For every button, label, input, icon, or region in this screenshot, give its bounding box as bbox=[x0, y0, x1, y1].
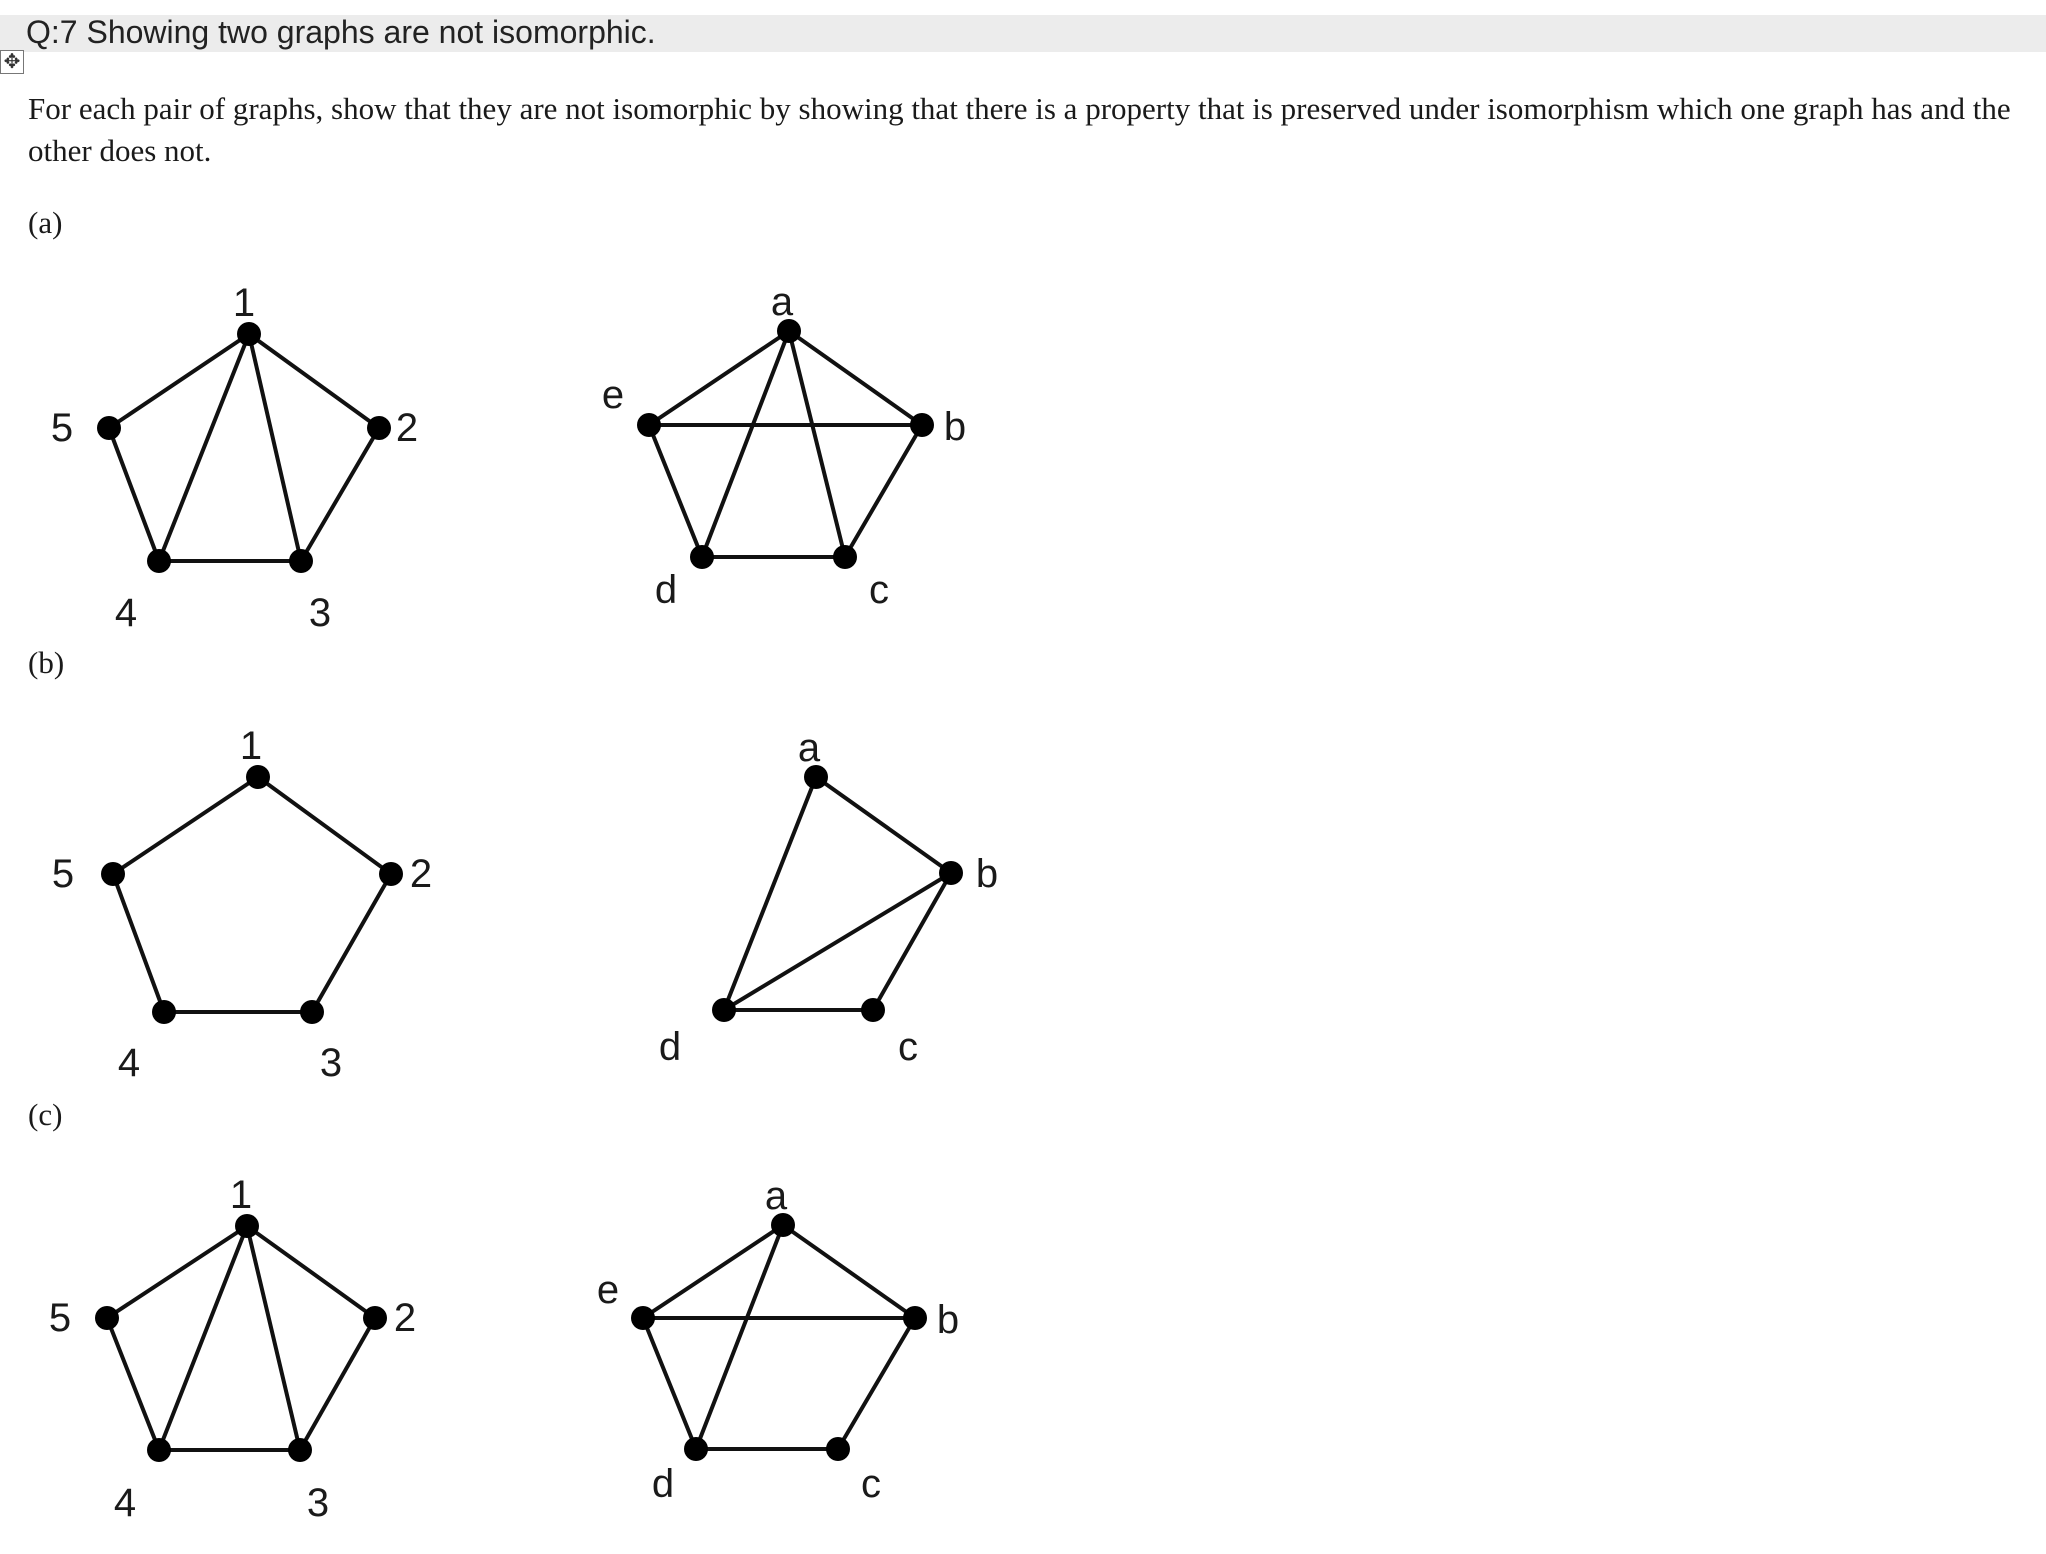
graph-vertex-label-3: 3 bbox=[308, 591, 332, 635]
graph-edge-e-a bbox=[643, 1225, 783, 1318]
graph-vertex-label-c: c bbox=[869, 568, 889, 612]
graph-vertex-d bbox=[684, 1437, 708, 1461]
graph-vertex-label-1: 1 bbox=[232, 281, 256, 325]
graph-vertex-label-c: c bbox=[861, 1462, 881, 1506]
graph-vertex-label-2: 2 bbox=[409, 852, 433, 896]
question-instructions: For each pair of graphs, show that they are not isomorphic by showing that there is a property that is preserved under isomorphism which one graph has and the other does not. bbox=[28, 91, 2011, 168]
graph-vertex-label-d: d bbox=[658, 1025, 682, 1069]
graph-vertex-label-5: 5 bbox=[51, 852, 75, 896]
graph-edge-a-d bbox=[696, 1225, 783, 1449]
graph-vertex-label-4: 4 bbox=[117, 1041, 141, 1085]
graph-vertex-label-1: 1 bbox=[229, 1173, 253, 1217]
graph-vertex-e bbox=[631, 1306, 655, 1330]
graph-vertex-label-e: e bbox=[601, 373, 625, 417]
graph-vertex-label-3: 3 bbox=[306, 1481, 330, 1525]
move-handle-icon[interactable]: ✥ bbox=[0, 50, 24, 74]
graph-vertex-label-b: b bbox=[943, 405, 967, 449]
graph-vertex-label-c: c bbox=[898, 1025, 918, 1069]
graph-vertex-label-b: b bbox=[975, 852, 999, 896]
part-label-a: (a) bbox=[28, 205, 63, 240]
page-title: Q:7 Showing two graphs are not isomorphic. bbox=[26, 14, 656, 50]
part-label-c: (c) bbox=[28, 1097, 63, 1132]
graph-vertex-label-1: 1 bbox=[239, 724, 263, 768]
graph-vertex-label-a: a bbox=[764, 1174, 788, 1218]
graph-vertex-b bbox=[903, 1306, 927, 1330]
graph-vertex-label-3: 3 bbox=[319, 1041, 343, 1085]
graph-vertex-label-5: 5 bbox=[50, 406, 74, 450]
graph-vertex-label-b: b bbox=[936, 1298, 960, 1342]
graph-vertex-label-d: d bbox=[654, 568, 678, 612]
graph-vertex-label-a: a bbox=[797, 726, 821, 770]
graph-vertex-label-2: 2 bbox=[393, 1296, 417, 1340]
graph-vertex-label-2: 2 bbox=[395, 406, 419, 450]
graph-vertex-c bbox=[826, 1437, 850, 1461]
graph-vertex-label-a: a bbox=[770, 280, 794, 324]
graph-vertex-label-5: 5 bbox=[48, 1296, 72, 1340]
graph-edge-d-e bbox=[643, 1318, 696, 1449]
graph-vertex-label-e: e bbox=[596, 1268, 620, 1312]
graph-vertex-label-d: d bbox=[651, 1462, 675, 1506]
graph-edge-b-c bbox=[838, 1318, 915, 1449]
graph-edge-a-b bbox=[783, 1225, 915, 1318]
graph-vertex-label-4: 4 bbox=[114, 591, 138, 635]
part-label-b: (b) bbox=[28, 645, 65, 680]
graph-vertex-label-4: 4 bbox=[113, 1481, 137, 1525]
